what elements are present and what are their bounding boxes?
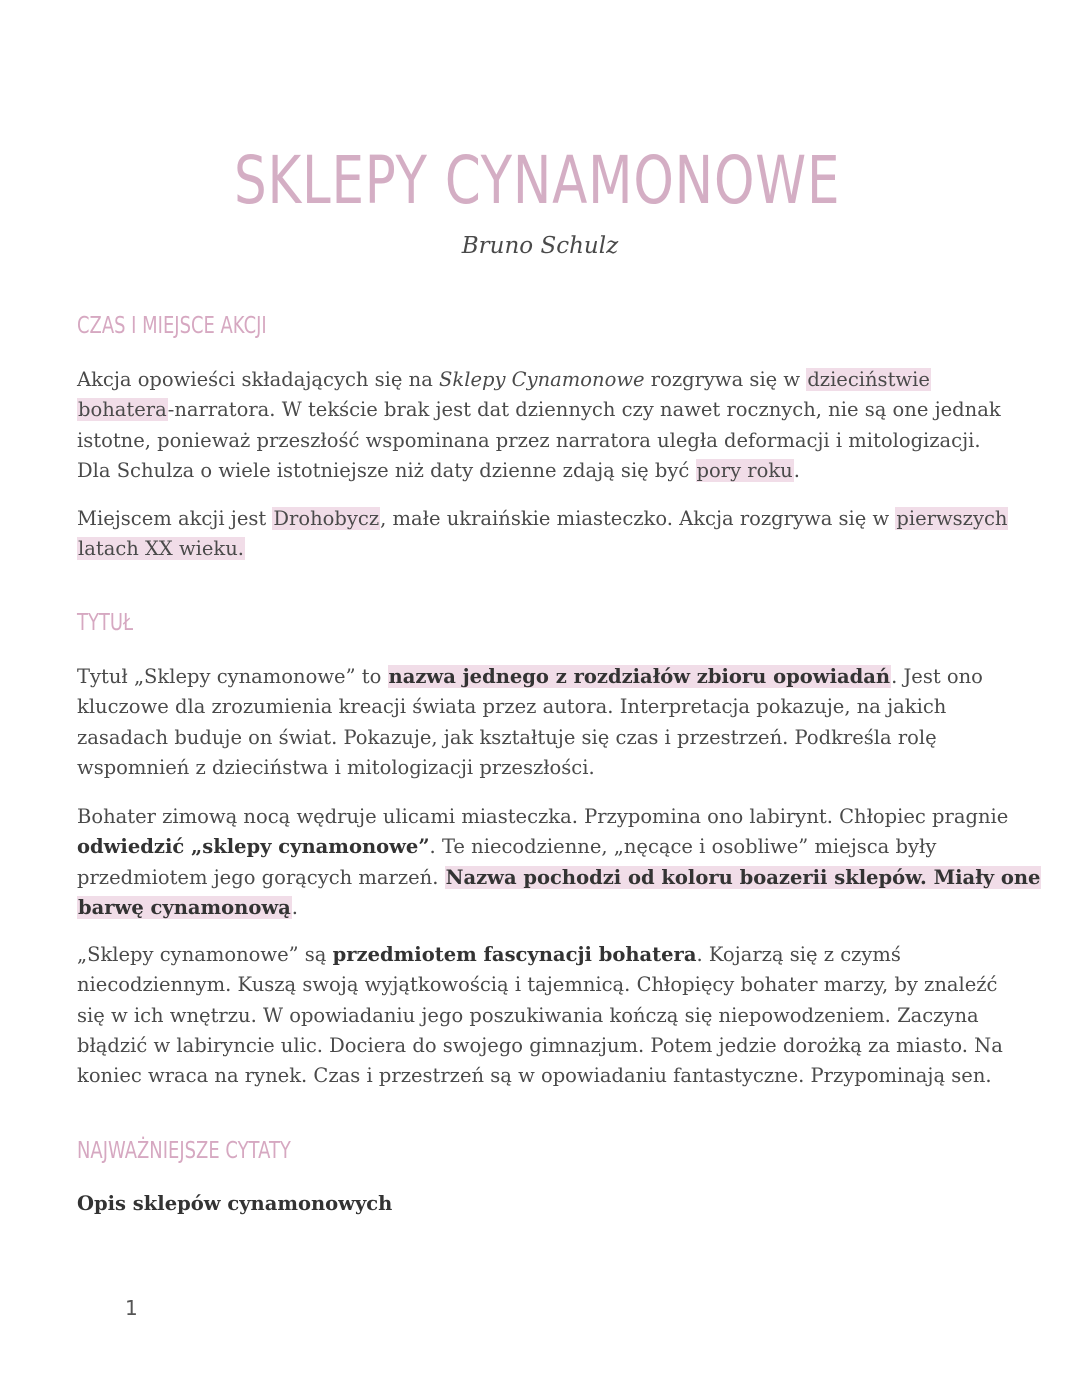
- text-line: odwiedzić „sklepy cynamonowe”. Te niecodzienne, „nęcące i osobliwe” miejsca były: [77, 835, 937, 859]
- section-heading-tytul: TYTUŁ: [77, 610, 134, 636]
- highlight: pierwszych: [896, 507, 1008, 530]
- text-line: Tytuł „Sklepy cynamonowe” to nazwa jednego z rozdziałów zbioru opowiadań. Jest ono: [77, 665, 983, 688]
- highlight: Drohobycz: [273, 507, 380, 530]
- text-line: niecodziennym. Kuszą swoją wyjątkowością i tajemnicą. Chłopięcy bohater marzy, by znaleźć: [77, 973, 998, 997]
- highlight: barwę cynamonową: [78, 895, 291, 919]
- text-line: koniec wraca na rynek. Czas i przestrzeń są w opowiadaniu fantastyczne. Przypominają sen.: [77, 1064, 992, 1088]
- text-line: błądzić w labiryncie ulic. Dociera do swojego gimnazjum. Potem jedzie dorożką za miasto. Na: [77, 1033, 1003, 1057]
- highlight: dzieciństwie: [807, 368, 930, 391]
- paragraph-tytul-2: [77, 802, 1041, 923]
- text-line: Bohater zimową nocą wędruje ulicami miasteczka. Przypomina ono labirynt. Chłopiec pragnie: [77, 805, 1009, 828]
- text-line: [77, 534, 982, 564]
- text-line: „Sklepy cynamonowe” są przedmiotem fascynacji bohatera. Kojarzą się z czymś: [77, 943, 901, 966]
- text-line: barwę cynamonową.: [78, 895, 298, 919]
- highlight: pory roku: [696, 458, 793, 482]
- document-author: Bruno Schulz: [461, 233, 619, 259]
- section-heading-cytaty: NAJWAŻNIEJSZE CYTATY: [77, 1138, 291, 1164]
- document-title: SKLEPY CYNAMONOWE: [234, 142, 841, 219]
- text-line: istotne, ponieważ przeszłość wspominana przez narratora uległa deformacji i mitologizacji.: [77, 428, 981, 452]
- highlight: Nazwa pochodzi od koloru boazerii sklepów. Miały one: [445, 865, 1041, 889]
- paragraph-tytul-3: [77, 940, 1003, 1091]
- highlight: nazwa jednego z rozdziałów zbioru opowiadań: [388, 665, 891, 688]
- text-line: Miejscem akcji jest Drohobycz, małe ukraińskie miasteczko. Akcja rozgrywa się w pierwszych: [77, 507, 1008, 530]
- paragraph-czas-2: [77, 504, 1008, 565]
- text-line: zasadach buduje on świat. Pokazuje, jak kształtuje się czas i przestrzeń. Podkreśla rolę: [77, 725, 937, 749]
- subheading-opis-sklepow: Opis sklepów cynamonowych: [77, 1192, 393, 1215]
- text-line: przedmiotem jego gorących marzeń. Nazwa pochodzi od koloru boazerii sklepów. Miały one: [77, 865, 1041, 889]
- text-line: Dla Schulza o wiele istotniejsze niż daty dzienne zdają się być pory roku.: [77, 458, 800, 482]
- highlight: latach XX wieku.: [78, 537, 245, 561]
- paragraph-tytul-1: [77, 662, 982, 783]
- text-line: wspomnień z dzieciństwa i mitologizacji przeszłości.: [77, 755, 595, 779]
- page-number: 1: [125, 1296, 138, 1320]
- text-line: kluczowe dla zrozumienia kreacji świata przez autora. Interpretacja pokazuje, na jakich: [77, 695, 947, 719]
- text-line: bohatera-narratora. W tekście brak jest dat dziennych czy nawet rocznych, nie są one jednak: [78, 398, 1001, 422]
- highlight: bohatera: [78, 398, 167, 422]
- section-heading-czas: CZAS I MIEJSCE AKCJI: [77, 313, 267, 339]
- text-line: się w ich wnętrzu. W opowiadaniu jego poszukiwania kończą się niepowodzeniem. Zaczyna: [77, 1003, 979, 1027]
- text-line: Akcja opowieści składających się na Sklepy Cynamonowe rozgrywa się w dzieciństwie: [77, 368, 930, 391]
- paragraph-czas-1: [77, 365, 1001, 486]
